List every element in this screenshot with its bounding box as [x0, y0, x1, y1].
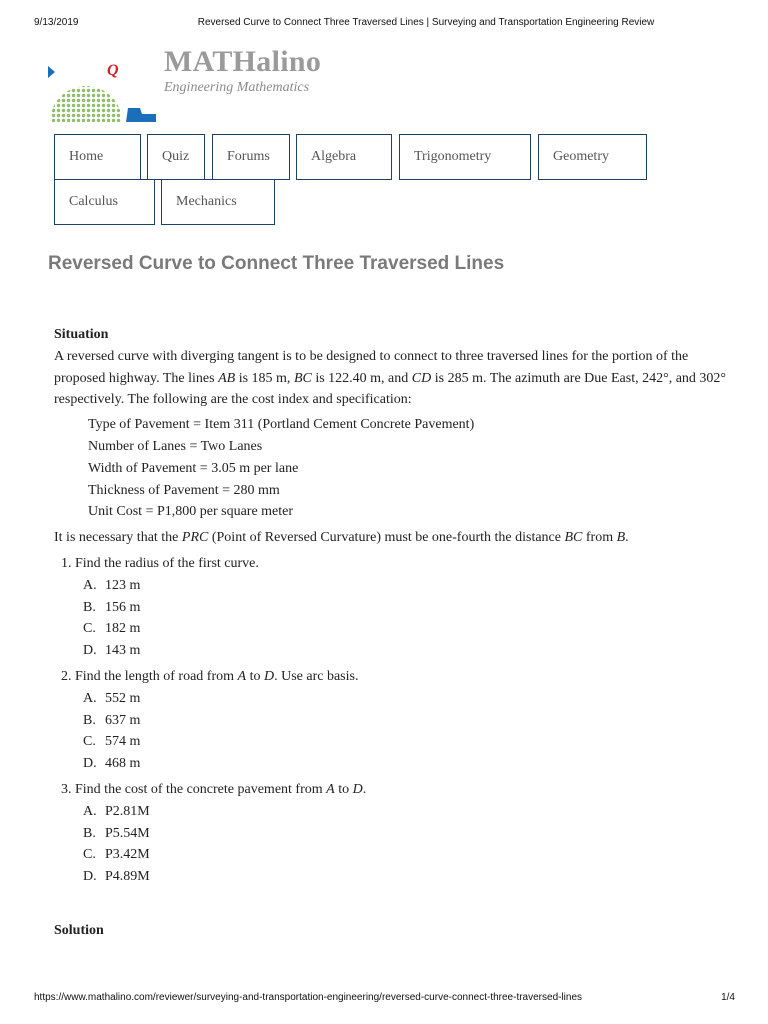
nav-home[interactable]: Home — [54, 134, 141, 180]
choice-value: P2.81M — [105, 803, 150, 819]
choice-letter: C. — [83, 847, 96, 863]
line-ab: AB — [218, 370, 236, 386]
nav-calculus[interactable]: Calculus — [54, 179, 155, 225]
choice-list — [75, 688, 734, 775]
choice-item — [83, 575, 734, 597]
site-logo-link[interactable] — [46, 58, 158, 124]
text-run: is 285 m. The azimuth are Due East, 242°, and 302° respectively. The following are the cost index and specification: — [54, 370, 726, 408]
choice-letter: A. — [83, 690, 97, 706]
prc-term: PRC — [181, 530, 209, 546]
choice-item — [83, 844, 734, 866]
spec-item: Unit Cost = P1,800 per square meter — [88, 504, 294, 520]
print-date: 9/13/2019 — [34, 17, 79, 28]
choice-letter: B. — [83, 825, 96, 841]
choice-item — [83, 731, 734, 753]
text-run: is 185 m, — [235, 370, 294, 386]
choice-letter: D. — [83, 869, 97, 885]
choice-letter: B. — [83, 599, 96, 615]
choice-letter: D. — [83, 756, 97, 772]
svg-text:Q: Q — [107, 62, 119, 79]
spec-item: Number of Lanes = Two Lanes — [88, 438, 263, 454]
spec-item: Thickness of Pavement = 280 mm — [88, 482, 280, 498]
choice-letter: C. — [83, 734, 96, 750]
nav-trigonometry[interactable]: Trigonometry — [399, 134, 531, 180]
brand-slogan: Engineering Mathematics — [164, 80, 310, 95]
choice-item — [83, 618, 734, 640]
text-run: . Use arc basis. — [274, 668, 359, 684]
line-bc: BC — [564, 530, 583, 546]
print-header — [0, 17, 768, 31]
text-run: . — [625, 530, 629, 546]
choice-item — [83, 866, 734, 888]
situation-paragraph — [54, 346, 734, 411]
question-text: Find the radius of the first curve. — [75, 555, 259, 571]
nav-mechanics[interactable]: Mechanics — [161, 179, 275, 225]
question-item — [75, 779, 734, 888]
choice-value: 637 m — [105, 712, 141, 728]
question-list — [54, 553, 734, 888]
choice-value: P4.89M — [105, 869, 150, 885]
point-d: D — [263, 668, 275, 684]
text-run: . — [362, 781, 367, 797]
text-run: from — [582, 530, 617, 546]
choice-item — [83, 753, 734, 775]
point-b: B — [616, 530, 626, 546]
point-a: A — [237, 668, 247, 684]
choice-list — [75, 801, 734, 888]
question-item — [75, 553, 734, 662]
choice-value: 156 m — [105, 599, 141, 615]
choice-list — [75, 575, 734, 662]
text-run: to — [334, 781, 353, 797]
main-nav — [54, 134, 734, 226]
line-bc: BC — [293, 370, 312, 386]
choice-value: P5.54M — [105, 825, 150, 841]
choice-value: 552 m — [105, 690, 141, 706]
page-number: 1/4 — [721, 992, 735, 1003]
page-title: Reversed Curve to Connect Three Traversed Lines — [48, 253, 505, 274]
point-a: A — [326, 781, 335, 797]
question-text — [75, 782, 366, 797]
nav-geometry[interactable]: Geometry — [538, 134, 647, 180]
text-run: Find the length of road from — [75, 668, 238, 684]
prc-paragraph — [54, 527, 734, 549]
question-item — [75, 666, 734, 775]
brand-name[interactable]: MATHalino — [164, 45, 322, 78]
nav-algebra[interactable]: Algebra — [296, 134, 392, 180]
question-text — [75, 669, 358, 684]
print-footer — [0, 992, 768, 1006]
text-run: Find the cost of the concrete pavement from — [75, 781, 327, 797]
choice-value: 123 m — [105, 577, 141, 593]
text-run: is 122.40 m, and — [311, 370, 412, 386]
situation-heading: Situation — [54, 327, 109, 342]
choice-item — [83, 801, 734, 823]
article-body — [54, 324, 734, 892]
print-title: Reversed Curve to Connect Three Traversed Lines | Surveying and Transportation Engineering Review — [197, 17, 655, 28]
text-run: (Point of Reversed Curvature) must be one-fourth the distance — [208, 530, 565, 546]
geodesic-dome-logo-icon — [46, 58, 158, 124]
choice-item — [83, 640, 734, 662]
nav-quiz[interactable]: Quiz — [147, 134, 205, 180]
choice-item — [83, 710, 734, 732]
choice-letter: A. — [83, 577, 97, 593]
choice-value: 468 m — [105, 756, 141, 772]
choice-letter: A. — [83, 803, 97, 819]
point-d: D — [352, 781, 363, 797]
spec-item: Width of Pavement = 3.05 m per lane — [88, 460, 299, 476]
choice-letter: D. — [83, 643, 97, 659]
spec-list — [88, 414, 734, 523]
choice-letter: C. — [83, 621, 96, 637]
choice-value: 143 m — [105, 643, 141, 659]
choice-value: P3.42M — [105, 847, 150, 863]
choice-item — [83, 688, 734, 710]
text-run: A reversed curve with diverging tangent is to be designed to connect to three traversed lines for the portion of the proposed highway. The lines — [54, 348, 689, 386]
text-run: to — [246, 668, 264, 684]
solution-heading: Solution — [54, 923, 104, 938]
spec-item: Type of Pavement = Item 311 (Portland Cement Concrete Pavement) — [88, 417, 475, 433]
print-url: https://www.mathalino.com/reviewer/surveying-and-transportation-engineering/reversed-curve-connect-three-traversed-lines — [34, 992, 583, 1003]
choice-value: 574 m — [105, 734, 141, 750]
choice-letter: B. — [83, 712, 96, 728]
nav-forums[interactable]: Forums — [212, 134, 290, 180]
choice-item — [83, 823, 734, 845]
line-cd: CD — [411, 370, 432, 386]
choice-item — [83, 597, 734, 619]
choice-value: 182 m — [105, 621, 141, 637]
text-run: It is necessary that the — [54, 530, 182, 546]
